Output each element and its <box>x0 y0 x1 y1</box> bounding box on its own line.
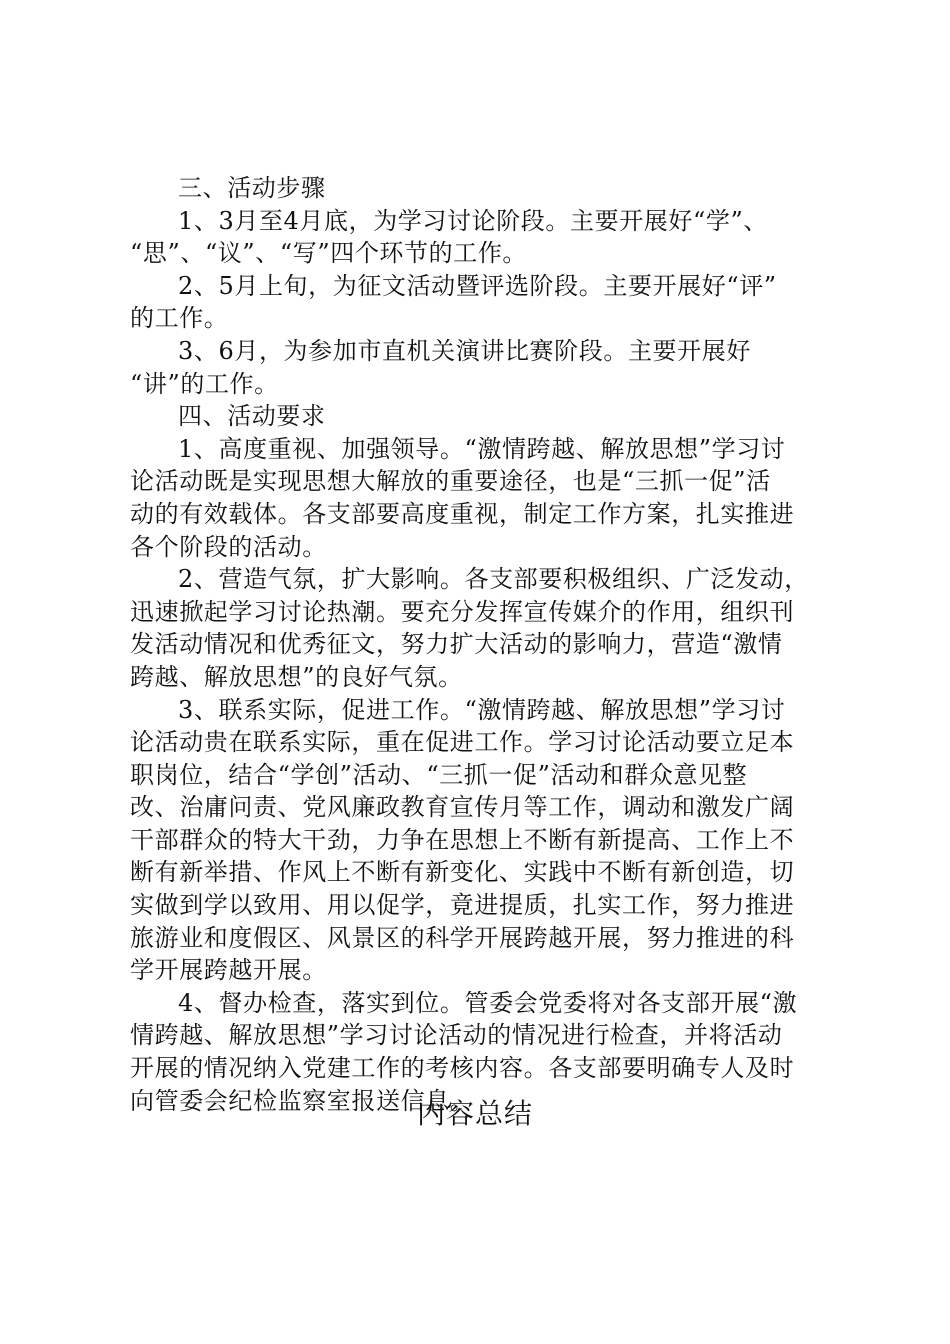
text-line: 旅游业和度假区、风景区的科学开展跨越开展，努力推进的科 <box>130 923 795 952</box>
text-line: 实做到学以致用、用以促学，竟进提质，扎实工作，努力推进 <box>130 891 795 920</box>
text-line: 4、督办检查，落实到位。管委会党委将对各支部开展“激 <box>178 988 798 1017</box>
text-line: 发活动情况和优秀征文，努力扩大活动的影响力，营造“激情 <box>130 630 783 659</box>
text-line: 的工作。 <box>130 304 229 333</box>
text-line: 改、治庸问责、党风廉政教育宣传月等工作，调动和激发广阔 <box>130 793 795 822</box>
text-line: 跨越、解放思想”的良好气氛。 <box>130 662 463 691</box>
text-line: 2、营造气氛，扩大影响。各支部要积极组织、广泛发动， <box>178 565 809 594</box>
text-line: 1、3月至4月底，为学习讨论阶段。主要开展好“学”、 <box>178 206 768 235</box>
text-line: 各个阶段的活动。 <box>130 532 327 561</box>
text-line: 3、联系实际，促进工作。“激情跨越、解放思想”学习讨 <box>178 695 786 724</box>
text-line: 论活动贵在联系实际，重在促进工作。学习讨论活动要立足本 <box>130 728 795 757</box>
text-line: 情跨越、解放思想”学习讨论活动的情况进行检查，并将活动 <box>130 1021 783 1050</box>
text-line: 3、6月，为参加市直机关演讲比赛阶段。主要开展好 <box>178 336 751 365</box>
text-line: 断有新举措、作风上不断有新变化、实践中不断有新创造，切 <box>130 858 795 887</box>
text-line: 职岗位，结合“学创”活动、“三抓一促”活动和群众意见整 <box>130 760 748 789</box>
text-line: 学开展跨越开展。 <box>130 956 327 985</box>
document-body <box>130 172 830 1117</box>
text-line: “讲”的工作。 <box>130 369 279 398</box>
text-line: “思”、“议”、“写”四个环节的工作。 <box>130 239 528 268</box>
text-line: 四、活动要求 <box>178 402 326 431</box>
text-line: 动的有效载体。各支部要高度重视，制定工作方案，扎实推进 <box>130 499 795 528</box>
text-line: 三、活动步骤 <box>178 174 326 202</box>
text-line: 1、高度重视、加强领导。“激情跨越、解放思想”学习讨 <box>178 434 786 463</box>
text-line: 干部群众的特大干劲，力争在思想上不断有新提高、工作上不 <box>130 825 795 854</box>
summary-title: 内容总结 <box>416 1097 533 1130</box>
text-line: 2、5月上旬，为征文活动暨评选阶段。主要开展好“评” <box>178 271 777 300</box>
text-line: 论活动既是实现思想大解放的重要途径，也是“三抓一促”活 <box>130 467 771 496</box>
text-line: 开展的情况纳入党建工作的考核内容。各支部要明确专人及时 <box>130 1054 795 1083</box>
text-line: 迅速掀起学习讨论热潮。要充分发挥宣传媒介的作用，组织刊 <box>130 597 795 626</box>
text-line: 向管委会纪检监察室报送信息。 <box>130 1086 475 1115</box>
